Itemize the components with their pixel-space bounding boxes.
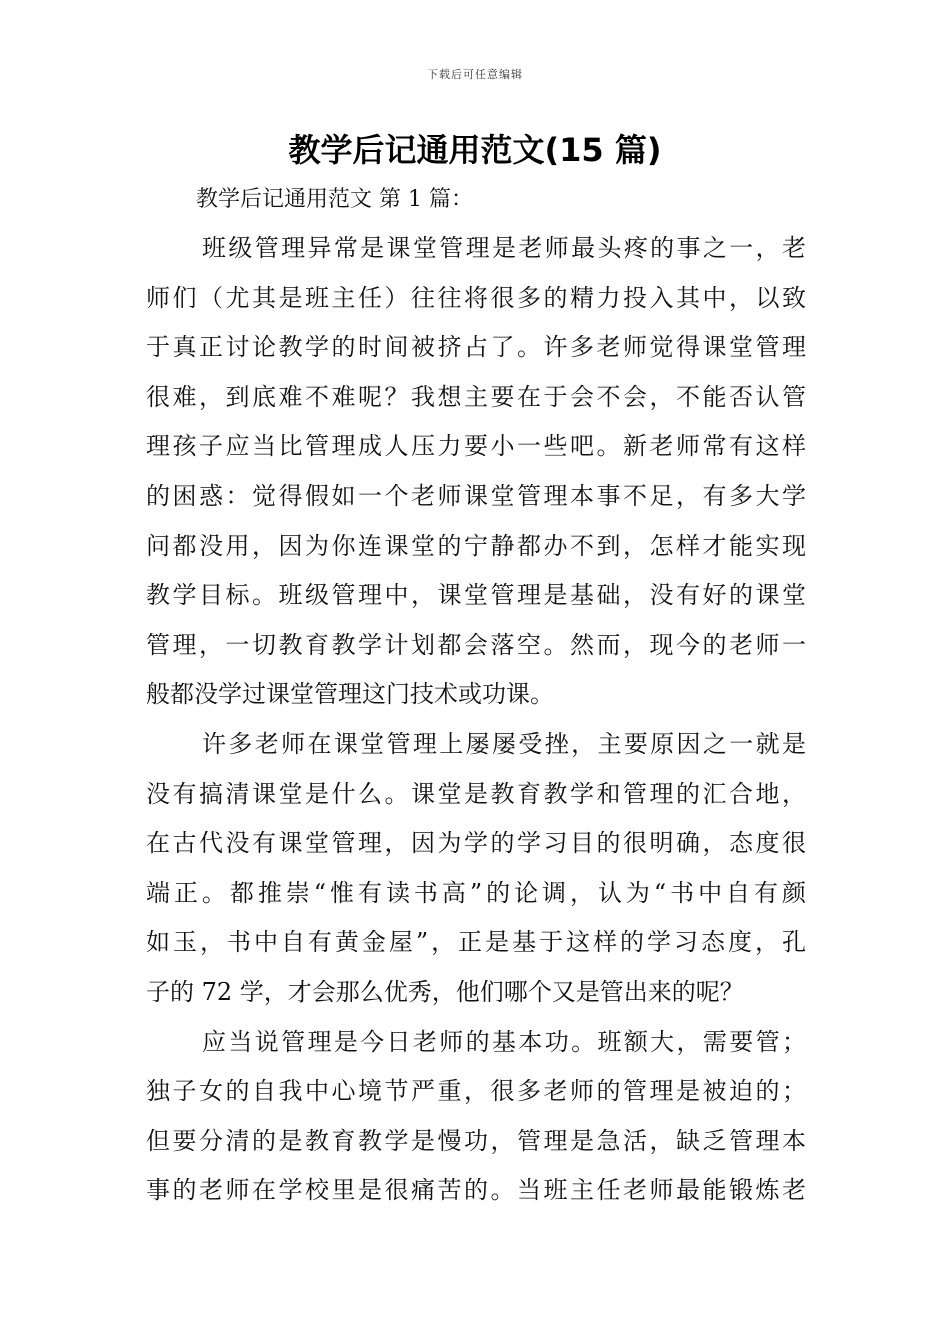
document-body — [146, 224, 806, 1216]
text-line: 应当说管理是今日老师的基本功。班额大，需要管； — [202, 1027, 806, 1056]
text-line: 理孩子应当比管理成人压力要小一些吧。新老师常有这样 — [146, 432, 806, 461]
paragraph-1 — [146, 224, 806, 720]
text-line: 很难，到底难不难呢？我想主要在于会不会，不能否认管 — [146, 382, 806, 411]
text-line: 般都没学过课堂管理这门技术或功课。 — [146, 680, 554, 709]
paragraph-2 — [146, 720, 806, 1018]
text-line: 的困惑：觉得假如一个老师课堂管理本事不足，有多大学 — [146, 481, 806, 510]
text-line: 于真正讨论教学的时间被挤占了。许多老师觉得课堂管理 — [146, 333, 806, 362]
text-line: 班级管理异常是课堂管理是老师最头疼的事之一，老 — [202, 234, 806, 262]
paragraph-3 — [146, 1018, 806, 1216]
text-line: 事的老师在学校里是很痛苦的。当班主任老师最能锻炼老 — [146, 1176, 806, 1205]
text-line: 没有搞清课堂是什么。课堂是教育教学和管理的汇合地， — [146, 779, 806, 808]
header-note: 下载后可任意编辑 — [427, 68, 523, 81]
text-line: 问都没用，因为你连课堂的宁静都办不到，怎样才能实现 — [146, 531, 806, 560]
text-line: 管理，一切教育教学计划都会落空。然而，现今的老师一 — [146, 630, 806, 659]
text-line: 独子女的自我中心境节严重，很多老师的管理是被迫的； — [146, 1077, 806, 1106]
text-line: 教学目标。班级管理中，课堂管理是基础，没有好的课堂 — [146, 581, 806, 610]
text-line: 但要分清的是教育教学是慢功，管理是急活，缺乏管理本 — [146, 1126, 806, 1155]
section-subtitle: 教学后记通用范文 第 1 篇： — [196, 187, 473, 212]
text-line: 许多老师在课堂管理上屡屡受挫，主要原因之一就是 — [202, 729, 806, 758]
text-line: 子的 72 学，才会那么优秀，他们哪个又是管出来的呢？ — [146, 977, 744, 1006]
text-line: 如玉，书中自有黄金屋”，正是基于这样的学习态度，孔 — [146, 928, 806, 957]
text-line: 端正。都推崇“惟有读书高”的论调，认为“书中自有颜 — [146, 878, 806, 907]
text-line: 在古代没有课堂管理，因为学的学习目的很明确，态度很 — [146, 829, 806, 858]
text-line: 师们（尤其是班主任）往往将很多的精力投入其中，以致 — [146, 283, 806, 312]
page-title: 教学后记通用范文(15 篇) — [288, 131, 662, 169]
